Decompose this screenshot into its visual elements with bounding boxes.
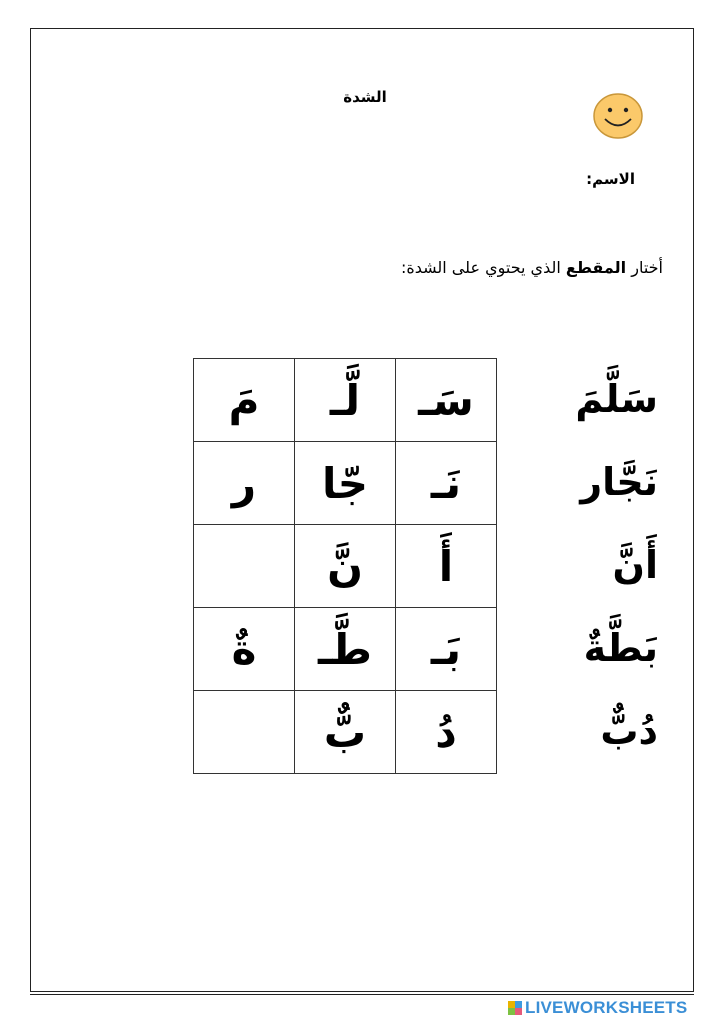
syllable-row <box>194 691 497 774</box>
instruction-suffix: الذي يحتوي على الشدة: <box>400 258 566 277</box>
word-list <box>530 358 660 773</box>
word-item: أَنَّ <box>612 543 658 587</box>
name-label: الاسم: <box>586 170 635 188</box>
syllable-cell[interactable]: ر <box>194 442 295 525</box>
word-item: نَجَّار <box>580 460 658 504</box>
syllable-cell[interactable]: ةٌ <box>194 608 295 691</box>
instruction-prefix: أختار <box>626 258 663 277</box>
instruction-text <box>401 258 663 277</box>
syllable-cell[interactable]: نَّ <box>295 525 396 608</box>
syllable-cell[interactable] <box>194 525 295 608</box>
instruction-bold: المقطع <box>565 258 627 277</box>
syllable-row <box>194 359 497 442</box>
syllable-row <box>194 442 497 525</box>
brand-logo <box>508 998 687 1018</box>
syllable-cell[interactable]: طَّـ <box>295 608 396 691</box>
syllable-row <box>194 608 497 691</box>
bottom-divider <box>30 994 694 995</box>
word-item: دُبٌّ <box>600 709 658 753</box>
syllable-cell[interactable]: بَـ <box>396 608 497 691</box>
syllable-cell[interactable]: أَ <box>396 525 497 608</box>
smiley-face-icon <box>592 92 644 140</box>
syllable-cell[interactable]: لَّـ <box>295 359 396 442</box>
syllable-grid <box>193 358 497 774</box>
word-item: بَطَّةٌ <box>583 626 658 670</box>
word-item: سَلَّمَ <box>575 377 658 421</box>
syllable-cell[interactable]: نَـ <box>396 442 497 525</box>
syllable-cell[interactable]: سَـ <box>396 359 497 442</box>
syllable-cell[interactable]: مَ <box>194 359 295 442</box>
syllable-cell[interactable]: دُ <box>396 691 497 774</box>
liveworksheets-logo-icon <box>508 1001 522 1015</box>
syllable-cell[interactable]: جّا <box>295 442 396 525</box>
worksheet-title: الشدة <box>343 88 387 106</box>
syllable-cell[interactable] <box>194 691 295 774</box>
syllable-cell[interactable]: بٌّ <box>295 691 396 774</box>
syllable-row <box>194 525 497 608</box>
brand-text: LIVEWORKSHEETS <box>525 998 688 1017</box>
